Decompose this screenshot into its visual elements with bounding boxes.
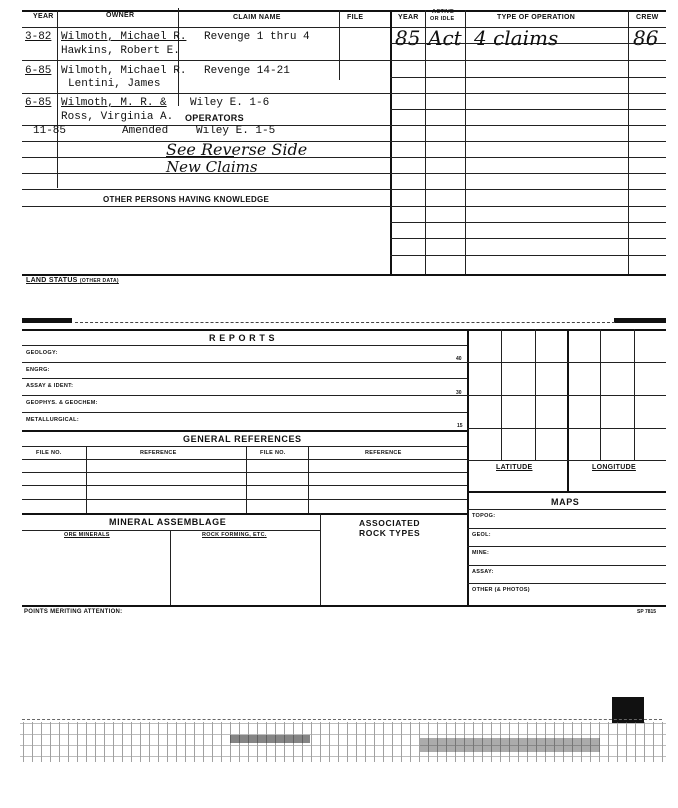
divider (467, 583, 666, 584)
header-owner: OWNER (106, 12, 135, 19)
other-persons-heading: OTHER PERSONS HAVING KNOWLEDGE (103, 195, 270, 204)
handwritten-note: See Reverse Side (166, 140, 308, 159)
divider (22, 446, 467, 447)
divider (22, 395, 467, 396)
handwritten-note: New Claims (166, 158, 258, 176)
points-meriting-attention: POINTS MERITING ATTENTION: (24, 609, 123, 615)
underline (166, 156, 234, 157)
header-or-idle: OR IDLE (430, 16, 455, 22)
report-num: 40 (456, 356, 462, 362)
divider (467, 329, 469, 605)
row-owner: Wilmoth, M. R. & (61, 97, 167, 109)
divider (22, 430, 467, 432)
divider (22, 499, 467, 500)
divider (628, 10, 629, 274)
operation-active: Act (428, 26, 462, 50)
map-item: MINE: (472, 550, 490, 556)
divider (390, 109, 666, 110)
row-year: 11-85 (33, 125, 67, 137)
divider (390, 173, 666, 174)
operators-label: OPERATORS (185, 113, 244, 123)
row-year: 3-82 (25, 31, 52, 43)
divider (308, 446, 309, 513)
land-status-label (26, 277, 119, 284)
divider (22, 27, 666, 28)
divider (390, 157, 666, 158)
report-num: 15 (457, 423, 463, 429)
divider (22, 459, 467, 460)
divider (86, 446, 87, 513)
ref-header: FILE NO. (260, 450, 286, 456)
divider (390, 93, 666, 94)
latitude-label: LATITUDE (496, 464, 533, 471)
map-item: TOPOG: (472, 513, 496, 519)
ref-header: FILE NO. (36, 450, 62, 456)
header-active: ACTIVE (432, 9, 454, 15)
ref-header: REFERENCE (140, 450, 177, 456)
land-status-text: LAND STATUS (26, 277, 78, 284)
map-item: OTHER (& PHOTOS) (472, 587, 530, 593)
divider (390, 77, 666, 78)
divider (467, 460, 666, 461)
divider (22, 719, 662, 720)
header-crew: CREW (636, 14, 659, 21)
row-owner: Lentini, James (68, 78, 161, 90)
operation-crew: 86 (633, 26, 659, 50)
row-year: 6-85 (25, 65, 52, 77)
row-owner: Ross, Virginia A. (61, 111, 174, 123)
divider (57, 10, 58, 188)
ore-minerals-label: ORE MINERALS (64, 532, 110, 538)
divider (22, 485, 467, 486)
divider (339, 10, 340, 80)
row-claim: Wiley E. 1-6 (190, 97, 270, 109)
header-year: YEAR (33, 13, 54, 20)
divider (22, 329, 666, 331)
divider (22, 472, 467, 473)
report-geophys: GEOPHYS. & GEOCHEM: (26, 400, 98, 406)
longitude-label: LONGITUDE (592, 464, 636, 471)
operation-type: 4 claims (474, 26, 559, 50)
header-type-of-operation: TYPE OF OPERATION (497, 14, 576, 21)
divider (170, 530, 171, 605)
divider (390, 222, 666, 223)
divider (390, 206, 666, 207)
divider (467, 491, 666, 493)
map-item: ASSAY: (472, 569, 494, 575)
divider (22, 189, 390, 190)
scan-artifact (420, 738, 600, 752)
divider (425, 10, 426, 274)
row-owner: Amended (122, 125, 169, 137)
maps-title: MAPS (551, 497, 580, 507)
divider (390, 125, 666, 126)
row-claim: Revenge 14-21 (204, 65, 290, 77)
divider (22, 274, 666, 276)
row-claim: Wiley E. 1-5 (196, 125, 276, 137)
row-claim: Revenge 1 thru 4 (204, 31, 310, 43)
divider (467, 428, 666, 429)
divider (22, 513, 467, 515)
form-code: SP 7815 (637, 609, 657, 615)
associated-rock-types-2: ROCK TYPES (359, 528, 421, 538)
divider (246, 446, 247, 513)
row-owner: Hawkins, Robert E. (61, 45, 180, 57)
divider (467, 362, 666, 363)
report-num: 30 (456, 390, 462, 396)
report-assay: ASSAY & IDENT: (26, 383, 74, 389)
header-claim-name: CLAIM NAME (233, 14, 281, 21)
scan-artifact (230, 735, 310, 743)
divider (467, 565, 666, 566)
divider (22, 362, 467, 363)
report-geology: GEOLOGY: (26, 350, 58, 356)
divider (22, 412, 467, 413)
divider (390, 60, 666, 61)
row-owner: Wilmoth, Michael R. (61, 31, 187, 43)
operation-year: 85 (395, 26, 421, 50)
row-year: 6-85 (25, 97, 52, 109)
report-engrg: ENGRG: (26, 367, 50, 373)
map-item: GEOL: (472, 532, 491, 538)
land-status-sub: (OTHER DATA) (79, 278, 119, 284)
mineral-title: MINERAL ASSEMBLAGE (109, 517, 227, 527)
divider (178, 8, 179, 106)
divider (320, 513, 321, 605)
divider (567, 329, 569, 491)
divider (22, 530, 320, 531)
divider (22, 206, 390, 207)
divider (390, 189, 666, 190)
decorative-mark (614, 318, 666, 323)
divider (390, 10, 392, 274)
divider (390, 255, 666, 256)
divider (22, 60, 390, 61)
divider (22, 378, 467, 379)
divider (22, 605, 666, 607)
header-file: FILE (347, 14, 364, 21)
report-metallurgical: METALLURGICAL: (26, 417, 79, 423)
ref-header: REFERENCE (365, 450, 402, 456)
associated-rock-types: ASSOCIATED (359, 518, 421, 528)
row-owner: Wilmoth, Michael R. (61, 65, 187, 77)
divider (465, 10, 466, 274)
divider (467, 546, 666, 547)
divider (390, 238, 666, 239)
divider (22, 345, 467, 346)
divider (22, 93, 390, 94)
divider (467, 528, 666, 529)
general-references-title: GENERAL REFERENCES (183, 434, 302, 444)
rock-forming-label: ROCK FORMING, ETC. (202, 532, 267, 538)
divider (467, 509, 666, 510)
divider (390, 141, 666, 142)
decorative-mark (22, 318, 72, 323)
divider (467, 395, 666, 396)
divider (75, 322, 615, 323)
reports-title: R E P O R T S (209, 333, 276, 343)
header-year-2: YEAR (398, 14, 419, 21)
